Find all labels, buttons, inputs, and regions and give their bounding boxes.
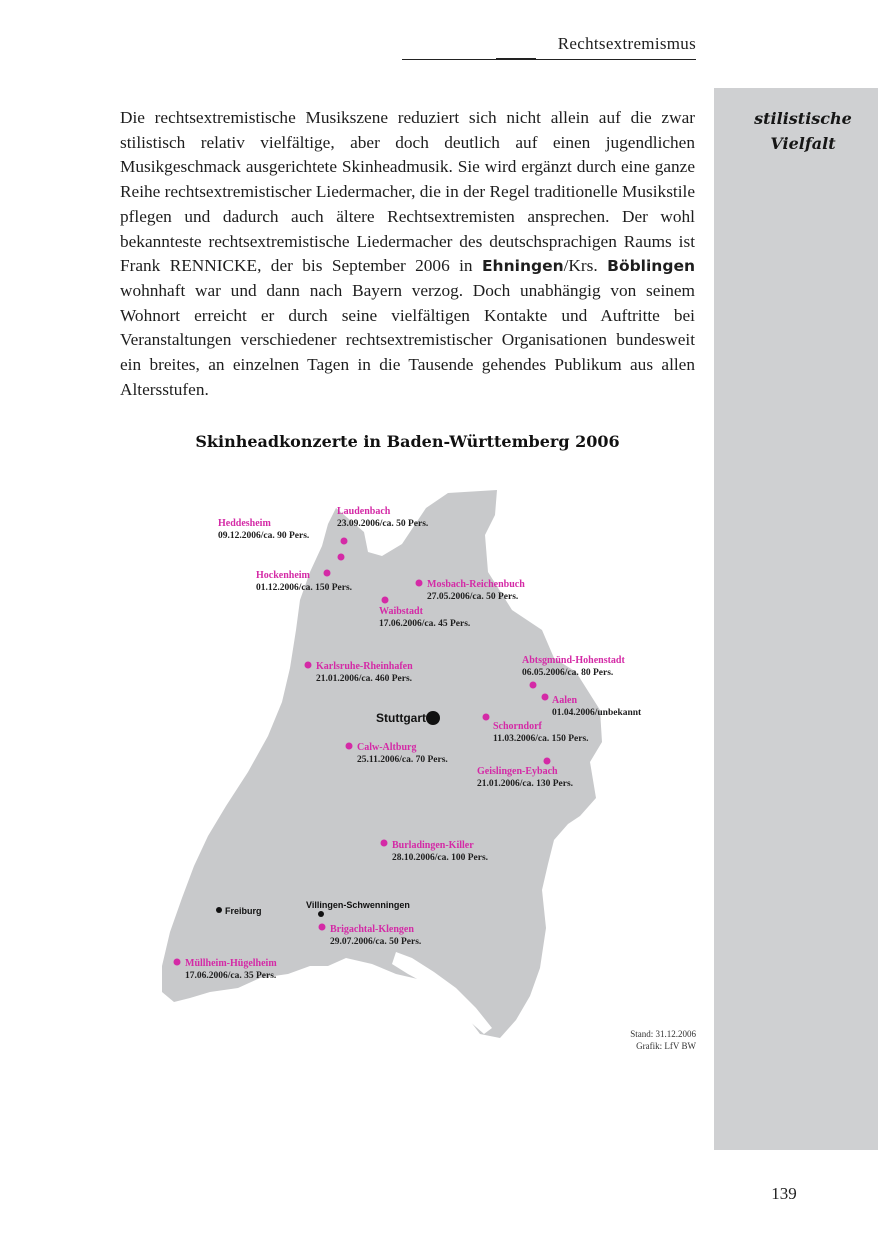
running-header: Rechtsextremismus [557,34,696,53]
link-boeblingen: Böblingen [607,257,695,276]
marker-aalen [542,694,549,701]
map-credit [560,1028,696,1052]
event-name-aalen: Aalen [552,695,577,706]
event-name-waibstadt: Waibstadt [379,606,423,617]
city-label-villingen: Villingen-Schwenningen [306,900,410,910]
body-text-krs: /Krs. [563,256,608,276]
map-grafik: Grafik: LfV BW [636,1041,696,1051]
margin-note [714,106,878,156]
concert-map [150,480,710,1040]
event-detail-aalen: 01.04.2006/unbekannt [552,708,642,718]
event-name-calw: Calw-Altburg [357,742,417,753]
event-name-heddesheim: Heddesheim [218,518,271,529]
event-detail-abtsgmuend: 06.05.2006/ca. 80 Pers. [522,668,614,678]
marker-muellheim [174,959,181,966]
map-stand: Stand: 31.12.2006 [630,1029,696,1039]
marker-karlsruhe [305,662,312,669]
marker-heddesheim [338,554,345,561]
marker-hockenheim [324,570,331,577]
body-text-part-2: wohnhaft war und dann nach Bayern verzog. Doch unabhängig von seinem Wohnort erreicht er durch seine vielfältigen Kontakte und Auftritte bei Veranstaltungen verschiedener rechtsextremistischer Organisationen bundesweit ein breites, an einzelnen Tagen in die Tausende gehendes Publikum aus allen Altersstufen. [120,280,695,399]
marker-abtsgmuend [530,682,537,689]
link-ehningen: Ehningen [481,257,564,276]
marker-waibstadt [382,597,389,604]
page-number: 139 [771,1184,797,1203]
event-name-mosbach: Mosbach-Reichenbuch [427,579,525,590]
event-detail-geislingen: 21.01.2006/ca. 130 Pers. [477,779,574,789]
margin-note-line-1: stilistische [754,109,852,128]
stuttgart-dot [426,711,440,725]
event-detail-calw: 25.11.2006/ca. 70 Pers. [357,755,448,765]
event-name-muellheim: Müllheim-Hügelheim [185,958,277,969]
marker-mosbach [416,580,423,587]
event-detail-laudenbach: 23.09.2006/ca. 50 Pers. [337,519,429,529]
freiburg-dot [216,907,222,913]
margin-sidebar [714,88,878,1150]
body-text-part-1: Die rechtsextremistische Musikszene reduziert sich nicht allein auf die zwar stilistisch relativ vielfältige, aber doch deutlich auf einen jugendlichen Musikgeschmack ausgerichtete Skinheadmusik. Sie wird ergänzt durch eine ganze Reihe rechtsextremistischer Liedermacher, die in der Regel traditionelle Musikstile pflegen und dadurch auch ältere Rechtsextremisten ansprechen. Der wohl bekannteste rechtsextremistische Liedermacher des deutschsprachigen Raums ist Frank RENNICKE, der bis September 2006 in [120,108,695,276]
marker-calw [346,743,353,750]
city-label-freiburg: Freiburg [225,906,262,916]
event-detail-brigachtal: 29.07.2006/ca. 50 Pers. [330,937,422,947]
marker-laudenbach [341,538,348,545]
event-detail-hockenheim: 01.12.2006/ca. 150 Pers. [256,583,353,593]
marker-brigachtal [319,924,326,931]
event-detail-heddesheim: 09.12.2006/ca. 90 Pers. [218,531,310,541]
event-name-karlsruhe: Karlsruhe-Rheinhafen [316,661,413,672]
event-detail-muellheim: 17.06.2006/ca. 35 Pers. [185,971,277,981]
marker-schorndorf [483,714,490,721]
event-detail-burladingen: 28.10.2006/ca. 100 Pers. [392,853,489,863]
marker-geislingen [544,758,551,765]
city-label-stuttgart: Stuttgart [376,711,426,725]
event-name-hockenheim: Hockenheim [256,570,310,581]
marker-burladingen [381,840,388,847]
header-rule [402,59,696,60]
event-name-laudenbach: Laudenbach [337,506,391,517]
event-detail-waibstadt: 17.06.2006/ca. 45 Pers. [379,619,471,629]
header-rule-accent [496,58,536,60]
event-detail-schorndorf: 11.03.2006/ca. 150 Pers. [493,734,589,744]
event-detail-karlsruhe: 21.01.2006/ca. 460 Pers. [316,674,413,684]
event-name-burladingen: Burladingen-Killer [392,840,474,851]
villingen-dot [318,911,324,917]
margin-note-line-2: Vielfalt [770,134,836,153]
body-paragraph [120,106,695,402]
map-title: Skinheadkonzerte in Baden-Württemberg 2006 [195,432,620,451]
event-detail-mosbach: 27.05.2006/ca. 50 Pers. [427,592,519,602]
event-name-geislingen: Geislingen-Eybach [477,766,558,777]
event-name-schorndorf: Schorndorf [493,721,542,732]
event-name-abtsgmuend: Abtsgmünd-Hohenstadt [522,655,625,666]
event-name-brigachtal: Brigachtal-Klengen [330,924,414,935]
